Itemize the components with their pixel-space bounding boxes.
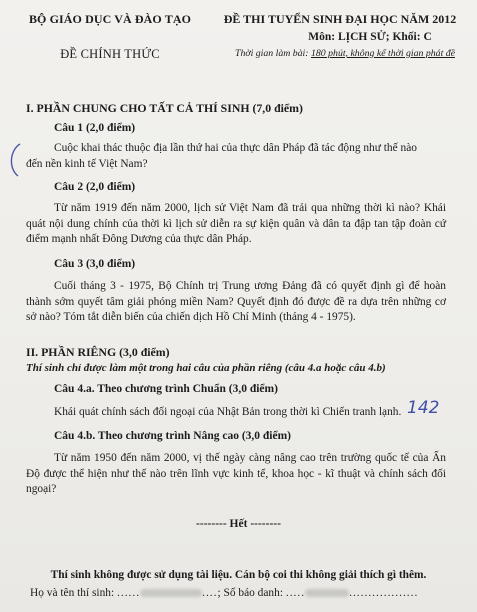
q4b-label: Câu 4.b. Theo chương trình Nâng cao (3,0 điểm) (54, 430, 292, 442)
end-marker: -------- Hết -------- (196, 518, 281, 530)
candidate-id-label: ; Số báo danh: (217, 587, 286, 599)
candidate-name-redacted (140, 589, 202, 597)
duration-prefix: Thời gian làm bài: (235, 48, 311, 59)
q3-body: Cuối tháng 3 - 1975, Bộ Chính trị Trung ương Đảng đã có quyết định gì để hoàn thành sớm quyết tâm giải phóng miền Nam? Quyết định đó được đề ra dựa trên những cơ sở nào? Tóm tắt diễn biến của chiến dịch Hồ Chí Minh (tháng 4 - 1975). (26, 280, 446, 324)
ministry-name: BỘ GIÁO DỤC VÀ ĐÀO TẠO (28, 12, 192, 26)
candidate-name-dots-2: .... (202, 587, 218, 599)
footer-notice: Thí sinh không được sử dụng tài liệu. Cán bộ coi thi không giải thích gì thêm. (50, 569, 427, 581)
q3-text (26, 279, 446, 326)
part2-title: II. PHẦN RIÊNG (3,0 điểm) (26, 345, 170, 359)
candidate-id-redacted (305, 589, 349, 597)
candidate-name-label: Họ và tên thí sinh: (30, 587, 118, 599)
candidate-name-dots: ...... (117, 587, 141, 599)
q4a-body: Khái quát chính sách đối ngoại của Nhật Bản trong thời kì Chiến tranh lạnh. (54, 406, 402, 418)
official-label: ĐỀ CHÍNH THỨC (60, 47, 160, 61)
handwritten-bracket-mark (6, 140, 24, 180)
q4a-label: Câu 4.a. Theo chương trình Chuẩn (3,0 điểm) (54, 383, 278, 395)
candidate-id-dots: ..... (285, 587, 306, 599)
q1-label: Câu 1 (2,0 điểm) (54, 122, 136, 134)
q4b-text (26, 451, 446, 498)
footer-candidate-line (30, 587, 418, 599)
q1-text (26, 141, 446, 172)
q2-text (26, 201, 446, 248)
q4b-body: Từ năm 1950 đến năm 2000, vị thế ngày càng nâng cao trên trường quốc tế của Ấn Độ được thể hiện như thế nào trên lĩnh vực kinh tế, khoa học - kĩ thuật và chính sách đối ngoại? (26, 452, 446, 496)
header-left (20, 12, 200, 62)
part2-note: Thí sinh chỉ được làm một trong hai câu của phần riêng (câu 4.a hoặc câu 4.b) (26, 362, 386, 374)
q4a-text (26, 405, 446, 421)
part1-title: I. PHẦN CHUNG CHO TẤT CẢ THÍ SINH (7,0 điểm) (26, 101, 303, 115)
q3-label: Câu 3 (3,0 điểm) (54, 258, 136, 270)
q1-line1: Cuộc khai thác thuộc địa lần thứ hai của thực dân Pháp đã tác động như thế nào (54, 142, 417, 154)
duration-value: 180 phút, không kể thời gian phát đề (311, 48, 455, 59)
exam-title: ĐỀ THI TUYỂN SINH ĐẠI HỌC NĂM 2012 (223, 12, 457, 26)
q1-line2: đến nền kinh tế Việt Nam? (26, 157, 148, 170)
exam-duration (210, 48, 470, 59)
handwritten-mark: 142 (407, 398, 440, 418)
candidate-id-dots-2: .................. (349, 587, 419, 599)
q2-body: Từ năm 1919 đến năm 2000, lịch sử Việt Nam đã trải qua những thời kì nào? Khái quát nội dung chính của thời kì lịch sử diễn ra sự kiện quân và dân ta đập tan tập đoàn cứ điểm mạnh nhất Đông Dương của thực dân Pháp. (26, 202, 446, 246)
q2-label: Câu 2 (2,0 điểm) (54, 181, 136, 193)
exam-subject: Môn: LỊCH SỬ; Khối: C (308, 31, 432, 43)
header-right (210, 12, 470, 59)
